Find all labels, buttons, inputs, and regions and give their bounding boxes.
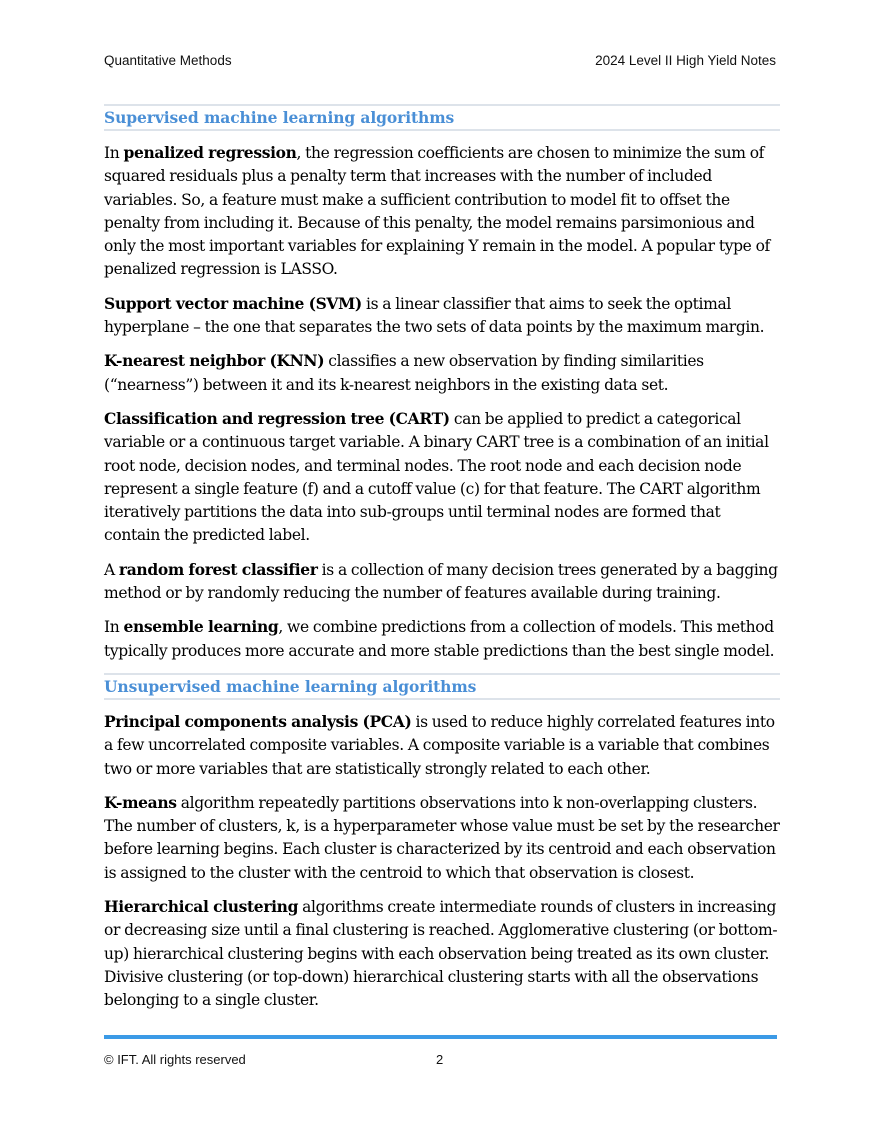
paragraph: K-means algorithm repeatedly partitions observations into k non-overlapping clusters. The number of clusters, k, is a hyperparameter whose value must be set by the researcher before learning begins. Each cluster is characterized by its centroid and each observation is assigned to the cluster with the centroid to which that observation is closest. xyxy=(104,792,780,882)
document-body xyxy=(104,104,780,1023)
term: random forest classifier xyxy=(118,559,318,579)
term: Principal components analysis (PCA) xyxy=(104,711,412,731)
paragraph: Hierarchical clustering algorithms create intermediate rounds of clusters in increasing or decreasing size until a final clustering is reached. Agglomerative clustering (or bottom-up) hierarchical clustering begins with each observation being treated as its own cluster. Divisive clustering (or top-down) hierarchical clustering starts with all the observations belonging to a single cluster. xyxy=(104,897,778,1010)
page-header xyxy=(104,53,776,68)
term: K-nearest neighbor (KNN) xyxy=(104,351,325,371)
section-heading: Supervised machine learning algorithms xyxy=(104,104,780,131)
paragraph: In penalized regression, the regression coefficients are chosen to minimize the sum of squared residuals plus a penalty term that increases with the number of included variables. So, a feature must make a sufficient contribution to model fit to offset the penalty from including it. Because of this penalty, the model remains parsimonious and only the most important variables for explaining Y remain in the model. A popular type of penalized regression is LASSO. xyxy=(104,143,770,279)
term: Support vector machine (SVM) xyxy=(104,293,362,313)
term: Hierarchical clustering xyxy=(104,897,299,917)
term: ensemble learning xyxy=(123,617,279,637)
paragraph: Support vector machine (SVM) is a linear classifier that aims to seek the optimal hyperplane – the one that separates the two sets of data points by the maximum margin. xyxy=(104,293,765,337)
page-footer xyxy=(104,1052,777,1067)
term: Classification and regression tree (CART) xyxy=(104,408,450,428)
header-subject: Quantitative Methods xyxy=(104,53,232,68)
header-title: 2024 Level II High Yield Notes xyxy=(595,53,776,68)
paragraph: K-nearest neighbor (KNN) classifies a new observation by finding similarities (“nearness”) between it and its k-nearest neighbors in the existing data set. xyxy=(104,351,704,394)
section-supervised xyxy=(104,104,780,663)
paragraph: In ensemble learning, we combine predictions from a collection of models. This method typically produces more accurate and more stable predictions than the best single model. xyxy=(104,617,775,660)
footer-rule xyxy=(104,1035,777,1039)
paragraph: A random forest classifier is a collection of many decision trees generated by a bagging method or by randomly reducing the number of features available during training. xyxy=(104,559,778,603)
term: K-means xyxy=(104,792,177,812)
copyright: © IFT. All rights reserved xyxy=(104,1052,246,1067)
page-number: 2 xyxy=(436,1052,444,1067)
section-unsupervised xyxy=(104,673,780,1013)
paragraph: Classification and regression tree (CART) can be applied to predict a categorical variable or a continuous target variable. A binary CART tree is a combination of an initial root node, decision nodes, and terminal nodes. The root node and each decision node represent a single feature (f) and a cutoff value (c) for that feature. The CART algorithm iteratively partitions the data into sub-groups until terminal nodes are formed that contain the predicted label. xyxy=(104,408,769,545)
term: penalized regression xyxy=(123,143,297,162)
section-heading: Unsupervised machine learning algorithms xyxy=(104,673,780,700)
paragraph: Principal components analysis (PCA) is used to reduce highly correlated features into a few uncorrelated composite variables. A composite variable is a variable that combines two or more variables that are statistically strongly related to each other. xyxy=(104,711,775,778)
